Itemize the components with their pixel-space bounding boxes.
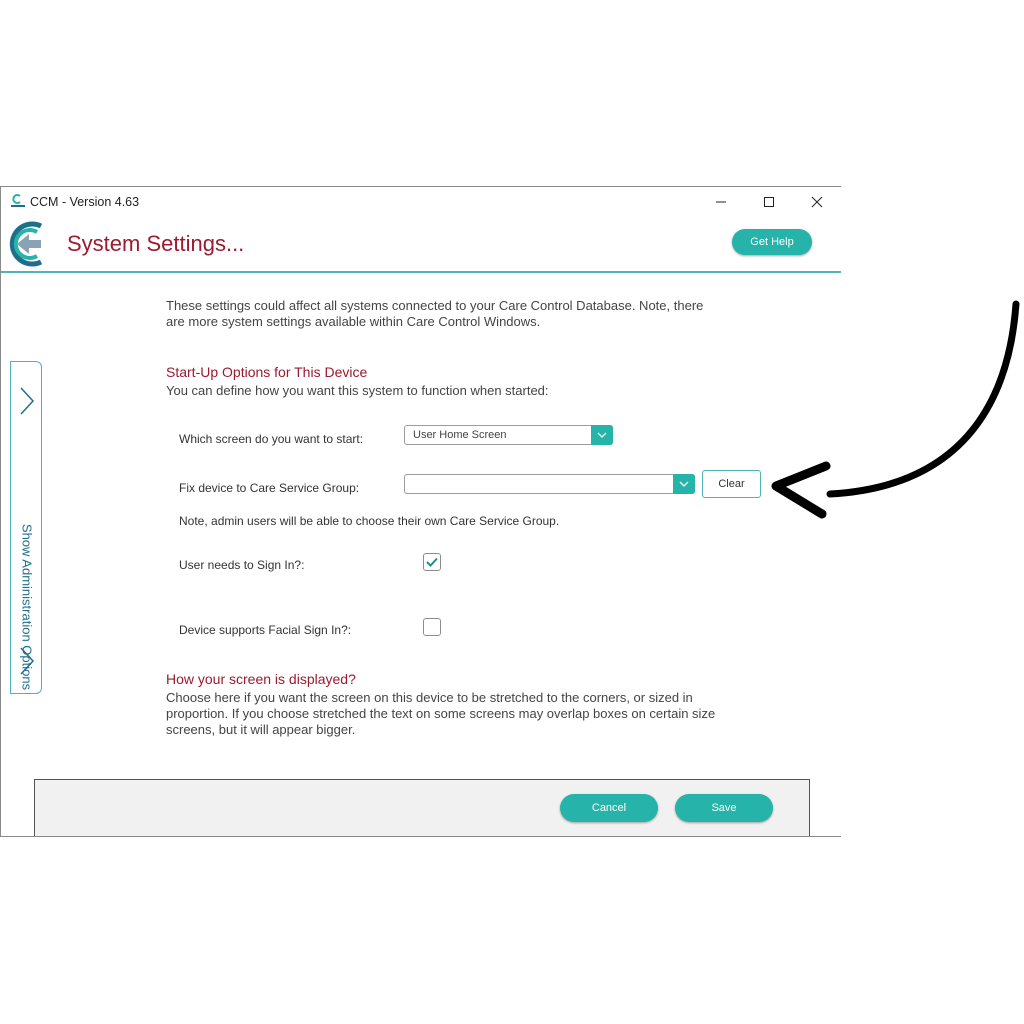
app-logo-icon — [10, 194, 26, 208]
intro-line-1: These settings could affect all systems connected to your Care Control Database. Note, there — [166, 298, 704, 313]
chevron-down-icon[interactable] — [591, 425, 613, 445]
chevron-right-icon — [18, 386, 36, 416]
annotation-arrow-icon — [760, 296, 1024, 526]
title-bar — [1, 187, 841, 217]
window-title: CCM - Version 4.63 — [30, 195, 140, 209]
display-line-3: screens, but it will appear bigger. — [166, 722, 356, 737]
care-group-label: Fix device to Care Service Group: — [179, 481, 360, 495]
back-arrow-icon[interactable] — [5, 218, 49, 270]
chevron-down-icon[interactable] — [673, 474, 695, 494]
intro-line-2: are more system settings available within Care Control Windows. — [166, 314, 541, 329]
display-line-1: Choose here if you want the screen on this device to be stretched to the corners, or sized in — [166, 690, 693, 705]
save-button[interactable]: Save — [675, 794, 773, 822]
checkmark-icon — [426, 557, 438, 567]
show-admin-options-tab[interactable] — [10, 361, 42, 694]
care-group-select[interactable] — [404, 474, 695, 494]
get-help-button[interactable]: Get Help — [732, 229, 812, 255]
start-screen-label: Which screen do you want to start: — [179, 432, 364, 446]
minimize-icon — [715, 196, 727, 208]
care-group-note: Note, admin users will be able to choose their own Care Service Group. — [179, 514, 560, 528]
close-icon — [811, 196, 823, 208]
close-button[interactable] — [800, 191, 834, 213]
page-title: System Settings... — [67, 231, 245, 256]
start-screen-value: User Home Screen — [413, 429, 507, 441]
clear-button[interactable]: Clear — [702, 470, 761, 498]
app-window — [0, 186, 841, 837]
minimize-button[interactable] — [704, 191, 738, 213]
startup-heading: Start-Up Options for This Device — [166, 364, 368, 380]
start-screen-select[interactable] — [404, 425, 613, 445]
display-line-2: proportion. If you choose stretched the text on some screens may overlap boxes on certain size — [166, 706, 716, 721]
display-heading: How your screen is displayed? — [166, 671, 356, 687]
page-header — [1, 217, 841, 273]
sign-in-label: User needs to Sign In?: — [179, 558, 305, 572]
maximize-icon — [763, 196, 775, 208]
facial-sign-in-checkbox[interactable] — [423, 618, 441, 636]
show-admin-options-label: Show Administration Options — [19, 523, 35, 691]
sign-in-checkbox[interactable] — [423, 553, 441, 571]
maximize-button[interactable] — [752, 191, 786, 213]
footer-bar — [34, 779, 810, 837]
facial-sign-in-label: Device supports Facial Sign In?: — [179, 623, 352, 637]
startup-subtext: You can define how you want this system to function when started: — [166, 383, 549, 398]
cancel-button[interactable]: Cancel — [560, 794, 658, 822]
chevron-right-icon — [18, 646, 36, 676]
